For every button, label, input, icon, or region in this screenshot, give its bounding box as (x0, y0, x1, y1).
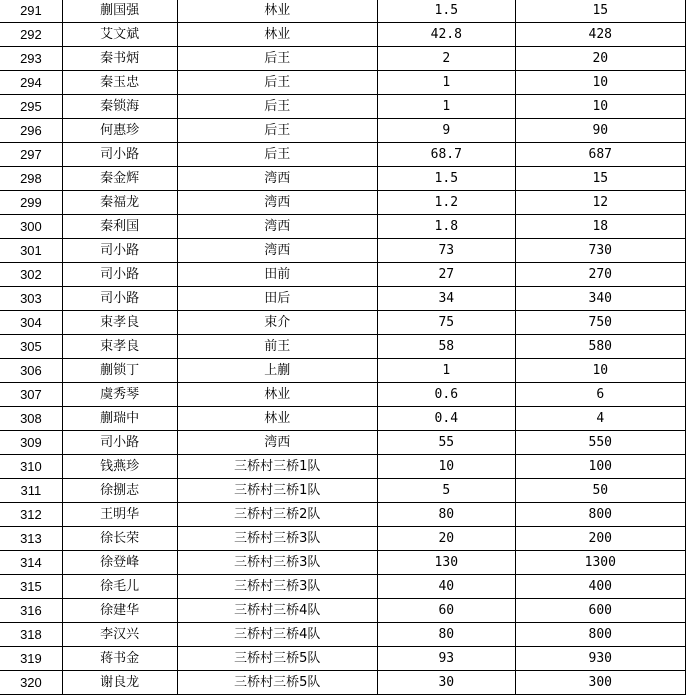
area-cell[interactable]: 1.5 (378, 0, 516, 23)
area-cell[interactable]: 1 (378, 71, 516, 95)
name-cell[interactable]: 秦利国 (62, 215, 177, 239)
area-cell[interactable]: 34 (378, 287, 516, 311)
location-cell[interactable]: 三桥村三桥4队 (177, 599, 378, 623)
name-cell[interactable]: 徐建华 (62, 599, 177, 623)
table-row (0, 383, 686, 407)
location-cell[interactable]: 三桥村三桥3队 (177, 575, 378, 599)
table-row (0, 239, 686, 263)
amount-cell[interactable]: 800 (515, 503, 685, 527)
area-cell[interactable]: 1 (378, 95, 516, 119)
name-cell[interactable]: 钱燕珍 (62, 455, 177, 479)
row-number-cell[interactable]: 295 (0, 95, 62, 119)
name-cell[interactable]: 秦书炳 (62, 47, 177, 71)
name-cell[interactable]: 司小路 (62, 143, 177, 167)
table-row (0, 431, 686, 455)
name-cell[interactable]: 徐捌志 (62, 479, 177, 503)
row-number-cell[interactable]: 303 (0, 287, 62, 311)
table-row (0, 335, 686, 359)
amount-cell[interactable]: 15 (515, 167, 685, 191)
amount-cell[interactable]: 4 (515, 407, 685, 431)
location-cell[interactable]: 湾西 (177, 191, 378, 215)
amount-cell[interactable]: 1300 (515, 551, 685, 575)
row-number-cell[interactable]: 298 (0, 167, 62, 191)
location-cell[interactable]: 三桥村三桥2队 (177, 503, 378, 527)
row-number-cell[interactable]: 316 (0, 599, 62, 623)
name-cell[interactable]: 徐长荣 (62, 527, 177, 551)
amount-cell[interactable]: 18 (515, 215, 685, 239)
location-cell[interactable]: 三桥村三桥5队 (177, 671, 378, 695)
amount-cell[interactable]: 428 (515, 23, 685, 47)
table-row (0, 407, 686, 431)
table-row (0, 23, 686, 47)
name-cell[interactable]: 谢良龙 (62, 671, 177, 695)
amount-cell[interactable]: 10 (515, 95, 685, 119)
amount-cell[interactable]: 100 (515, 455, 685, 479)
row-number-cell[interactable]: 300 (0, 215, 62, 239)
area-cell[interactable]: 40 (378, 575, 516, 599)
location-cell[interactable]: 三桥村三桥4队 (177, 623, 378, 647)
area-cell[interactable]: 75 (378, 311, 516, 335)
name-cell[interactable]: 蒯国强 (62, 0, 177, 23)
row-number-cell[interactable]: 308 (0, 407, 62, 431)
amount-cell[interactable]: 20 (515, 47, 685, 71)
location-cell[interactable]: 湾西 (177, 215, 378, 239)
amount-cell[interactable]: 600 (515, 599, 685, 623)
area-cell[interactable]: 2 (378, 47, 516, 71)
area-cell[interactable]: 73 (378, 239, 516, 263)
area-cell[interactable]: 1 (378, 359, 516, 383)
location-cell[interactable]: 三桥村三桥1队 (177, 455, 378, 479)
name-cell[interactable]: 何惠珍 (62, 119, 177, 143)
amount-cell[interactable]: 930 (515, 647, 685, 671)
name-cell[interactable]: 秦锁海 (62, 95, 177, 119)
table-row (0, 119, 686, 143)
location-cell[interactable]: 后王 (177, 95, 378, 119)
row-number-cell[interactable]: 319 (0, 647, 62, 671)
table-row (0, 671, 686, 695)
amount-cell[interactable]: 50 (515, 479, 685, 503)
location-cell[interactable]: 田后 (177, 287, 378, 311)
name-cell[interactable]: 虞秀琴 (62, 383, 177, 407)
row-number-cell[interactable]: 309 (0, 431, 62, 455)
table-row (0, 71, 686, 95)
area-cell[interactable]: 10 (378, 455, 516, 479)
name-cell[interactable]: 秦金辉 (62, 167, 177, 191)
amount-cell[interactable]: 400 (515, 575, 685, 599)
name-cell[interactable]: 司小路 (62, 239, 177, 263)
table-row (0, 575, 686, 599)
name-cell[interactable]: 王明华 (62, 503, 177, 527)
area-cell[interactable]: 80 (378, 503, 516, 527)
table-row (0, 359, 686, 383)
table-row (0, 503, 686, 527)
amount-cell[interactable]: 10 (515, 71, 685, 95)
amount-cell[interactable]: 300 (515, 671, 685, 695)
amount-cell[interactable]: 580 (515, 335, 685, 359)
row-number-cell[interactable]: 320 (0, 671, 62, 695)
table-row (0, 311, 686, 335)
table-row (0, 0, 686, 23)
name-cell[interactable]: 秦福龙 (62, 191, 177, 215)
name-cell[interactable]: 徐登峰 (62, 551, 177, 575)
table-row (0, 215, 686, 239)
area-cell[interactable]: 68.7 (378, 143, 516, 167)
row-number-cell[interactable]: 314 (0, 551, 62, 575)
table-row (0, 191, 686, 215)
name-cell[interactable]: 司小路 (62, 287, 177, 311)
amount-cell[interactable]: 200 (515, 527, 685, 551)
amount-cell[interactable]: 6 (515, 383, 685, 407)
location-cell[interactable]: 湾西 (177, 239, 378, 263)
row-number-cell[interactable]: 296 (0, 119, 62, 143)
row-number-cell[interactable]: 315 (0, 575, 62, 599)
table-row (0, 647, 686, 671)
location-cell[interactable]: 上蒯 (177, 359, 378, 383)
area-cell[interactable]: 20 (378, 527, 516, 551)
amount-cell[interactable]: 800 (515, 623, 685, 647)
row-number-cell[interactable]: 293 (0, 47, 62, 71)
area-cell[interactable]: 55 (378, 431, 516, 455)
area-cell[interactable]: 42.8 (378, 23, 516, 47)
table-row (0, 551, 686, 575)
amount-cell[interactable]: 270 (515, 263, 685, 287)
area-cell[interactable]: 30 (378, 671, 516, 695)
name-cell[interactable]: 蒋书金 (62, 647, 177, 671)
name-cell[interactable]: 司小路 (62, 263, 177, 287)
table-row (0, 479, 686, 503)
location-cell[interactable]: 林业 (177, 383, 378, 407)
location-cell[interactable]: 三桥村三桥1队 (177, 479, 378, 503)
area-cell[interactable]: 1.2 (378, 191, 516, 215)
area-cell[interactable]: 9 (378, 119, 516, 143)
row-number-cell[interactable]: 297 (0, 143, 62, 167)
area-cell[interactable]: 130 (378, 551, 516, 575)
table-row (0, 95, 686, 119)
name-cell[interactable]: 秦玉忠 (62, 71, 177, 95)
amount-cell[interactable]: 90 (515, 119, 685, 143)
location-cell[interactable]: 束介 (177, 311, 378, 335)
area-cell[interactable]: 80 (378, 623, 516, 647)
name-cell[interactable]: 艾文斌 (62, 23, 177, 47)
row-number-cell[interactable]: 291 (0, 0, 62, 23)
row-number-cell[interactable]: 302 (0, 263, 62, 287)
area-cell[interactable]: 0.6 (378, 383, 516, 407)
location-cell[interactable]: 后王 (177, 143, 378, 167)
table-row (0, 527, 686, 551)
row-number-cell[interactable]: 310 (0, 455, 62, 479)
location-cell[interactable]: 林业 (177, 23, 378, 47)
area-cell[interactable]: 58 (378, 335, 516, 359)
row-number-cell[interactable]: 294 (0, 71, 62, 95)
row-number-cell[interactable]: 313 (0, 527, 62, 551)
amount-cell[interactable]: 12 (515, 191, 685, 215)
area-cell[interactable]: 1.8 (378, 215, 516, 239)
area-cell[interactable]: 27 (378, 263, 516, 287)
row-number-cell[interactable]: 306 (0, 359, 62, 383)
name-cell[interactable]: 蒯瑞中 (62, 407, 177, 431)
area-cell[interactable]: 93 (378, 647, 516, 671)
area-cell[interactable]: 5 (378, 479, 516, 503)
area-cell[interactable]: 1.5 (378, 167, 516, 191)
row-number-cell[interactable]: 318 (0, 623, 62, 647)
row-number-cell[interactable]: 311 (0, 479, 62, 503)
location-cell[interactable]: 田前 (177, 263, 378, 287)
table-row (0, 599, 686, 623)
location-cell[interactable]: 三桥村三桥3队 (177, 551, 378, 575)
location-cell[interactable]: 林业 (177, 407, 378, 431)
table-row (0, 455, 686, 479)
amount-cell[interactable]: 687 (515, 143, 685, 167)
area-cell[interactable]: 0.4 (378, 407, 516, 431)
row-number-cell[interactable]: 299 (0, 191, 62, 215)
row-number-cell[interactable]: 301 (0, 239, 62, 263)
name-cell[interactable]: 束孝良 (62, 311, 177, 335)
amount-cell[interactable]: 550 (515, 431, 685, 455)
amount-cell[interactable]: 750 (515, 311, 685, 335)
row-number-cell[interactable]: 312 (0, 503, 62, 527)
name-cell[interactable]: 司小路 (62, 431, 177, 455)
table-row (0, 47, 686, 71)
table-row (0, 143, 686, 167)
location-cell[interactable]: 前王 (177, 335, 378, 359)
table-row (0, 623, 686, 647)
row-number-cell[interactable]: 305 (0, 335, 62, 359)
row-number-cell[interactable]: 304 (0, 311, 62, 335)
amount-cell[interactable]: 10 (515, 359, 685, 383)
amount-cell[interactable]: 730 (515, 239, 685, 263)
location-cell[interactable]: 后王 (177, 71, 378, 95)
name-cell[interactable]: 徐毛儿 (62, 575, 177, 599)
amount-cell[interactable]: 15 (515, 0, 685, 23)
table-row (0, 167, 686, 191)
name-cell[interactable]: 李汉兴 (62, 623, 177, 647)
row-number-cell[interactable]: 307 (0, 383, 62, 407)
location-cell[interactable]: 湾西 (177, 431, 378, 455)
location-cell[interactable]: 三桥村三桥5队 (177, 647, 378, 671)
name-cell[interactable]: 蒯锁丁 (62, 359, 177, 383)
table-row (0, 263, 686, 287)
location-cell[interactable]: 后王 (177, 119, 378, 143)
name-cell[interactable]: 束孝良 (62, 335, 177, 359)
amount-cell[interactable]: 340 (515, 287, 685, 311)
location-cell[interactable]: 林业 (177, 0, 378, 23)
location-cell[interactable]: 后王 (177, 47, 378, 71)
area-cell[interactable]: 60 (378, 599, 516, 623)
row-number-cell[interactable]: 292 (0, 23, 62, 47)
location-cell[interactable]: 三桥村三桥3队 (177, 527, 378, 551)
location-cell[interactable]: 湾西 (177, 167, 378, 191)
table-row (0, 287, 686, 311)
